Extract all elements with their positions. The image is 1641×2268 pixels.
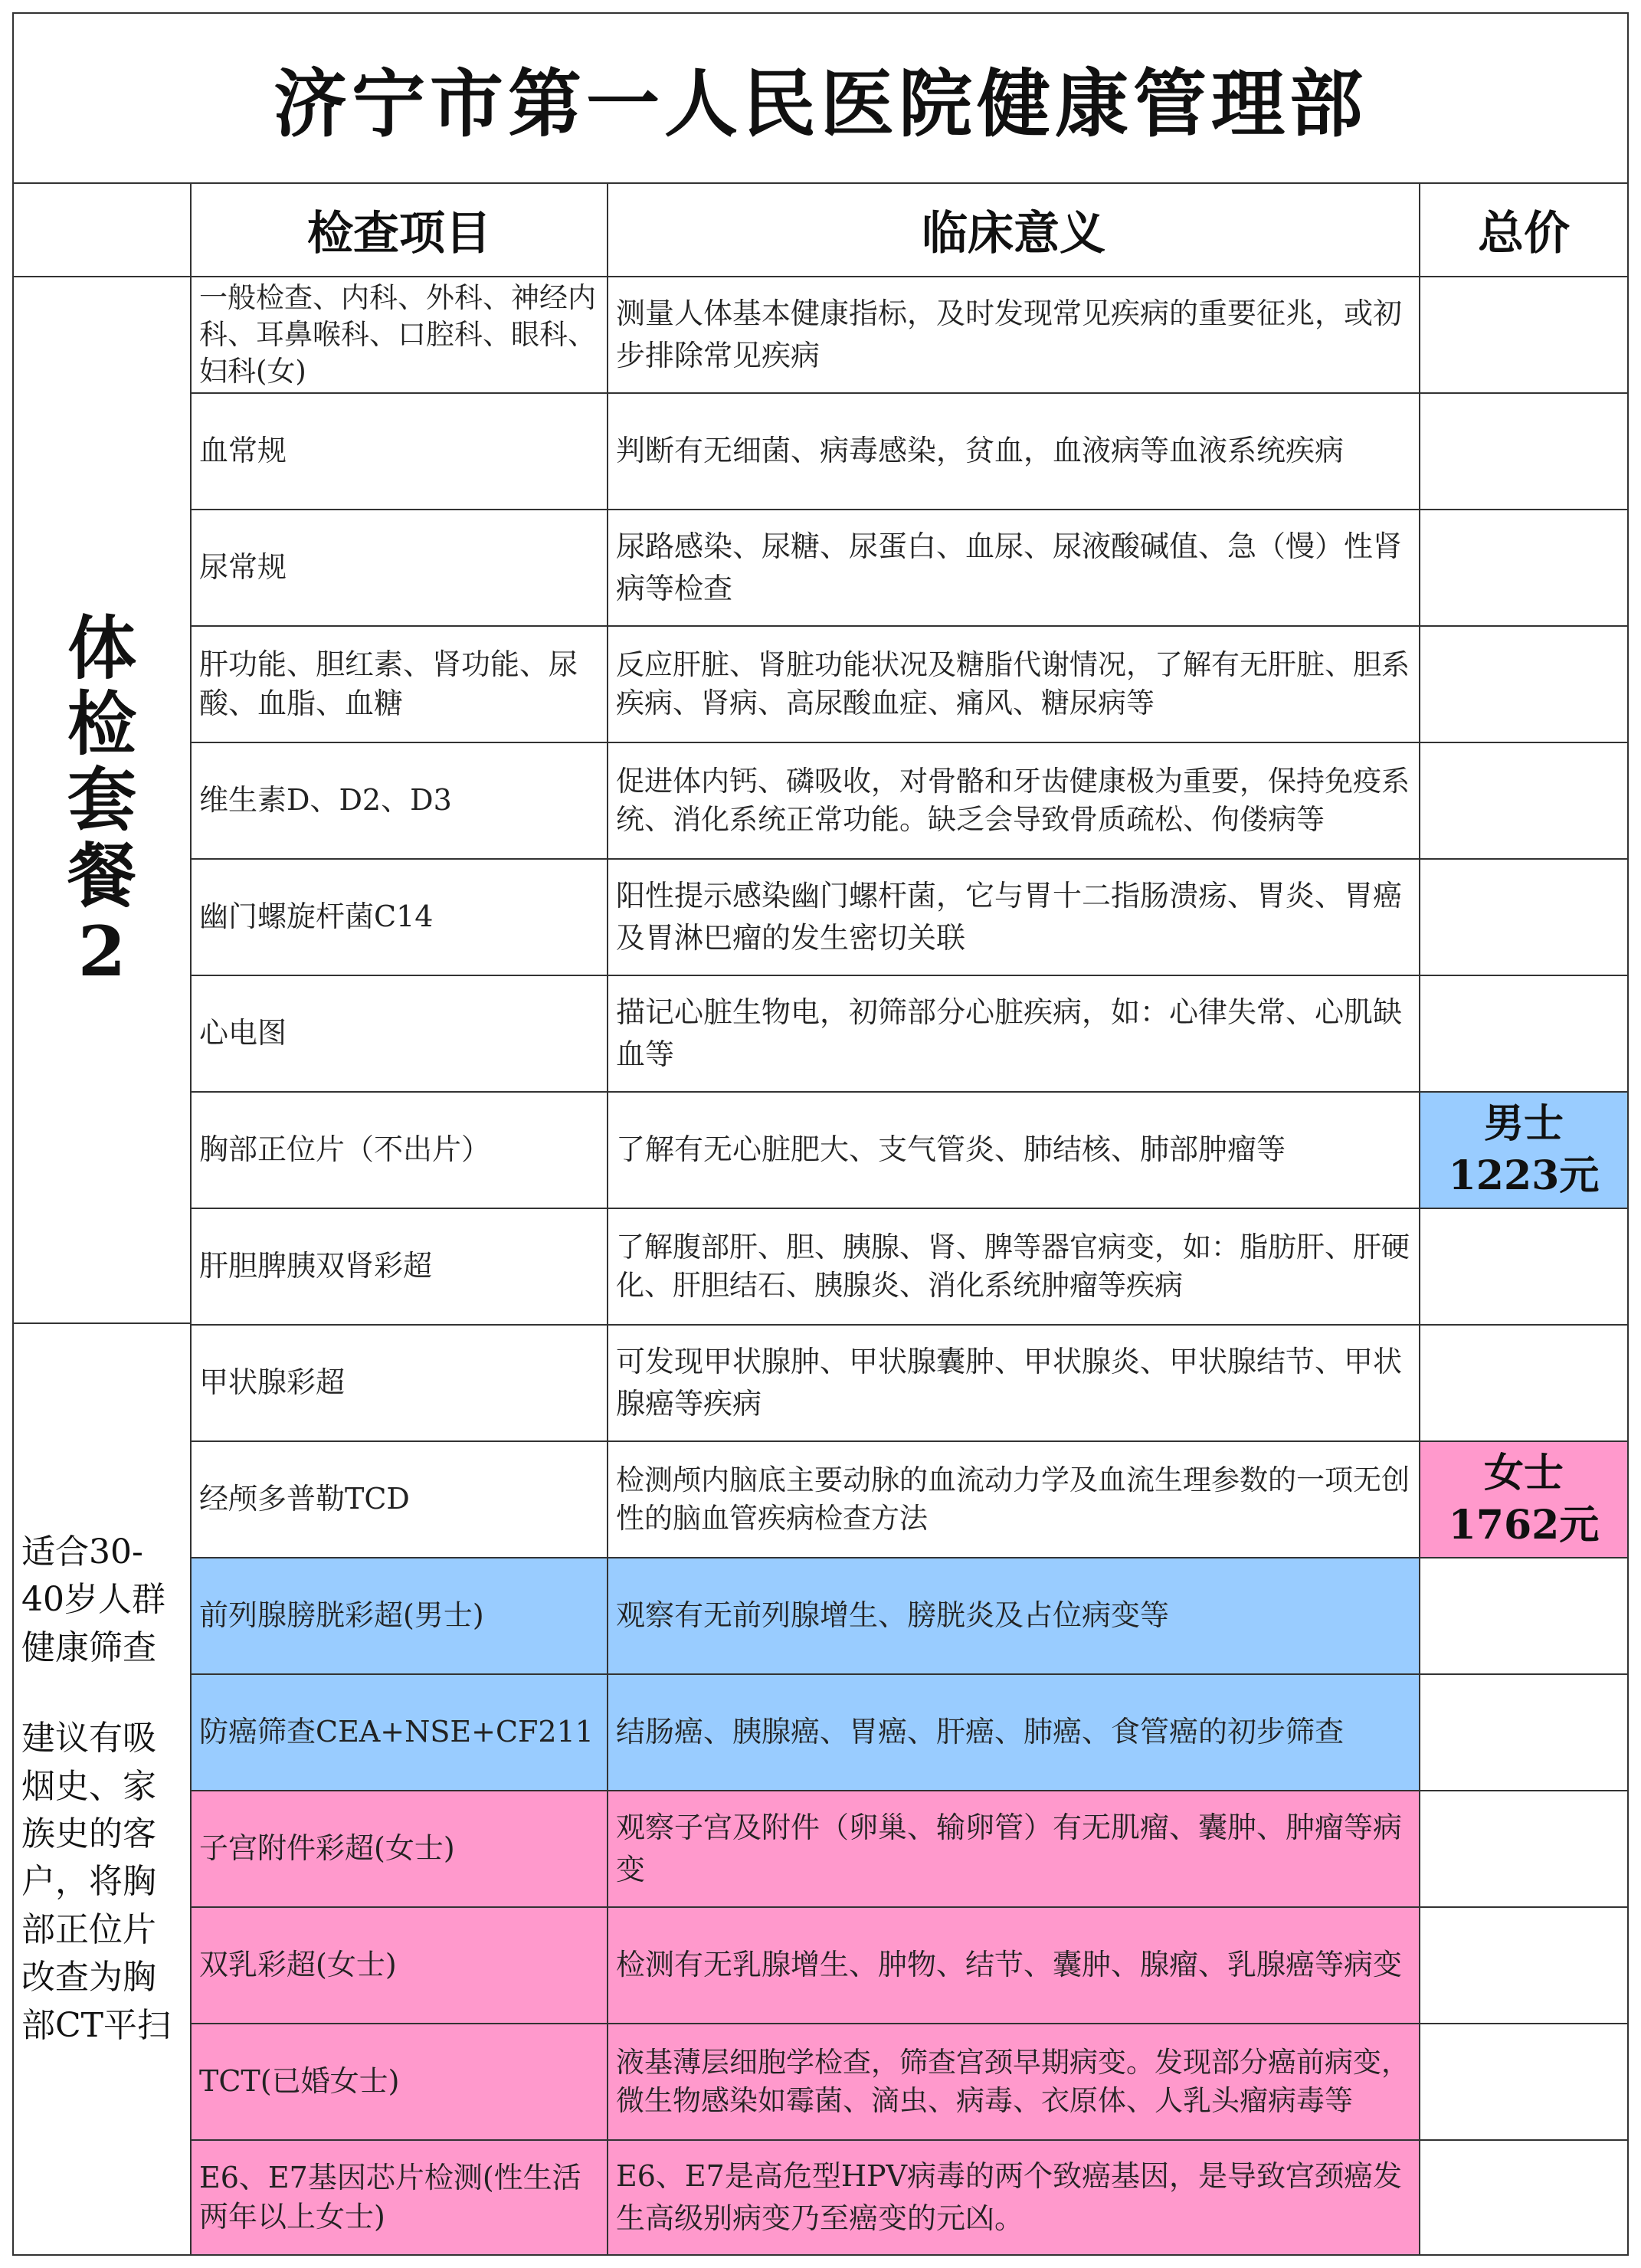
row-11-item: 前列腺膀胱彩超(男士) [192,1558,608,1675]
row-3-meaning: 反应肝脏、肾脏功能状况及糖脂代谢情况，了解有无肝脏、胆系疾病、肾病、高尿酸血症、痛风、糖尿病等 [608,627,1420,743]
row-12-meaning: 结肠癌、胰腺癌、胃癌、肝癌、肺癌、食管癌的初步筛查 [608,1675,1420,1791]
package-char: 检 [67,683,136,765]
row-3-item: 肝功能、胆红素、肾功能、尿酸、血脂、血糖 [192,627,608,743]
row-12-item: 防癌筛查CEA+NSE+CF211 [192,1675,608,1791]
note-line [21,1672,182,1715]
row-1-price [1420,394,1627,510]
row-4-meaning: 促进体内钙、磷吸收，对骨骼和牙齿健康极为重要，保持免疫系统、消化系统正常功能。缺乏会导致骨质疏松、佝偻病等 [608,743,1420,860]
row-16-price [1420,2141,1627,2254]
note-line: 健康筛查 [21,1627,156,1667]
row-10-meaning: 检测颅内脑底主要动脉的血流动力学及血流生理参数的一项无创性的脑血管疾病检查方法 [608,1442,1420,1558]
suitability-note [14,1324,192,2254]
note-line: 烟史、家 [21,1766,156,1806]
row-4-price [1420,743,1627,860]
row-4-item: 维生素D、D2、D3 [192,743,608,860]
row-3-price [1420,627,1627,743]
row-5-meaning: 阳性提示感染幽门螺杆菌，它与胃十二指肠溃疡、胃炎、胃癌及胃淋巴瘤的发生密切关联 [608,860,1420,976]
note-line: 建议有吸 [21,1719,156,1758]
female-price-label: 女士 [1483,1450,1564,1497]
row-16-meaning: E6、E7是高危型HPV病毒的两个致癌基因，是导致宫颈癌发生高级别病变乃至癌变的元凶。 [608,2141,1420,2254]
row-11-meaning: 观察有无前列腺增生、膀胱炎及占位病变等 [608,1558,1420,1675]
row-13-meaning: 观察子宫及附件（卵巢、输卵管）有无肌瘤、囊肿、肿瘤等病变 [608,1791,1420,1908]
row-6-price [1420,976,1627,1093]
package-char: 套 [67,759,136,841]
page-title: 济宁市第一人民医院健康管理部 [14,14,1627,184]
note-line: 改查为胸 [21,1958,156,1998]
row-15-price [1420,2024,1627,2141]
note-line: 族史的客 [21,1814,156,1853]
row-14-item: 双乳彩超(女士) [192,1908,608,2024]
row-8-meaning: 了解腹部肝、胆、胰腺、肾、脾等器官病变，如：脂肪肝、肝硬化、肝胆结石、胰腺炎、消化系统肿瘤等疾病 [608,1209,1420,1326]
package-char: 2 [77,910,126,992]
male-price-amount: 1223元 [1448,1152,1600,1199]
row-6-meaning: 描记心脏生物电，初筛部分心脏疾病，如：心律失常、心肌缺血等 [608,976,1420,1093]
row-1-meaning: 判断有无细菌、病毒感染，贫血，血液病等血液系统疾病 [608,394,1420,510]
note-line: 部正位片 [21,1909,156,1949]
package-char: 餐 [67,834,136,916]
row-0-item: 一般检查、内科、外科、神经内科、耳鼻喉科、口腔科、眼科、妇科(女) [192,277,608,394]
row-15-item: TCT(已婚女士) [192,2024,608,2141]
row-2-item: 尿常规 [192,510,608,627]
row-9-price [1420,1326,1627,1442]
note-line: 适合30- [21,1532,143,1572]
header-item: 检查项目 [192,184,608,277]
package-char: 体 [67,607,136,689]
row-12-price [1420,1675,1627,1791]
male-price-cell [1420,1093,1627,1209]
row-5-item: 幽门螺旋杆菌C14 [192,860,608,976]
note-line: 40岁人群 [21,1580,165,1620]
row-16-item: E6、E7基因芯片检测(性生活两年以上女士) [192,2141,608,2254]
row-0-price [1420,277,1627,394]
note-line: 部CT平扫 [21,2005,172,2045]
row-0-meaning: 测量人体基本健康指标，及时发现常见疾病的重要征兆，或初步排除常见疾病 [608,277,1420,394]
row-8-item: 肝胆脾胰双肾彩超 [192,1209,608,1326]
female-price-cell [1420,1442,1627,1558]
header-price: 总价 [1420,184,1627,277]
row-13-item: 子宫附件彩超(女士) [192,1791,608,1908]
row-5-price [1420,860,1627,976]
header-meaning: 临床意义 [608,184,1420,277]
health-package-sheet [12,12,1629,2256]
male-price-label: 男士 [1483,1100,1564,1148]
row-7-item: 胸部正位片（不出片） [192,1093,608,1209]
row-14-price [1420,1908,1627,2024]
row-2-price [1420,510,1627,627]
header-blank-cell [14,184,192,277]
row-2-meaning: 尿路感染、尿糖、尿蛋白、血尿、尿液酸碱值、急（慢）性肾病等检查 [608,510,1420,627]
row-1-item: 血常规 [192,394,608,510]
row-6-item: 心电图 [192,976,608,1093]
row-7-meaning: 了解有无心脏肥大、支气管炎、肺结核、肺部肿瘤等 [608,1093,1420,1209]
row-15-meaning: 液基薄层细胞学检查，筛查宫颈早期病变。发现部分癌前病变，微生物感染如霉菌、滴虫、病毒、衣原体、人乳头瘤病毒等 [608,2024,1420,2141]
row-9-item: 甲状腺彩超 [192,1326,608,1442]
row-9-meaning: 可发现甲状腺肿、甲状腺囊肿、甲状腺炎、甲状腺结节、甲状腺癌等疾病 [608,1326,1420,1442]
row-11-price [1420,1558,1627,1675]
row-14-meaning: 检测有无乳腺增生、肿物、结节、囊肿、腺瘤、乳腺癌等病变 [608,1908,1420,2024]
row-10-item: 经颅多普勒TCD [192,1442,608,1558]
row-13-price [1420,1791,1627,1908]
note-line: 户，将胸 [21,1862,156,1902]
package-name [14,277,192,1324]
female-price-amount: 1762元 [1448,1502,1600,1549]
row-8-price [1420,1209,1627,1326]
